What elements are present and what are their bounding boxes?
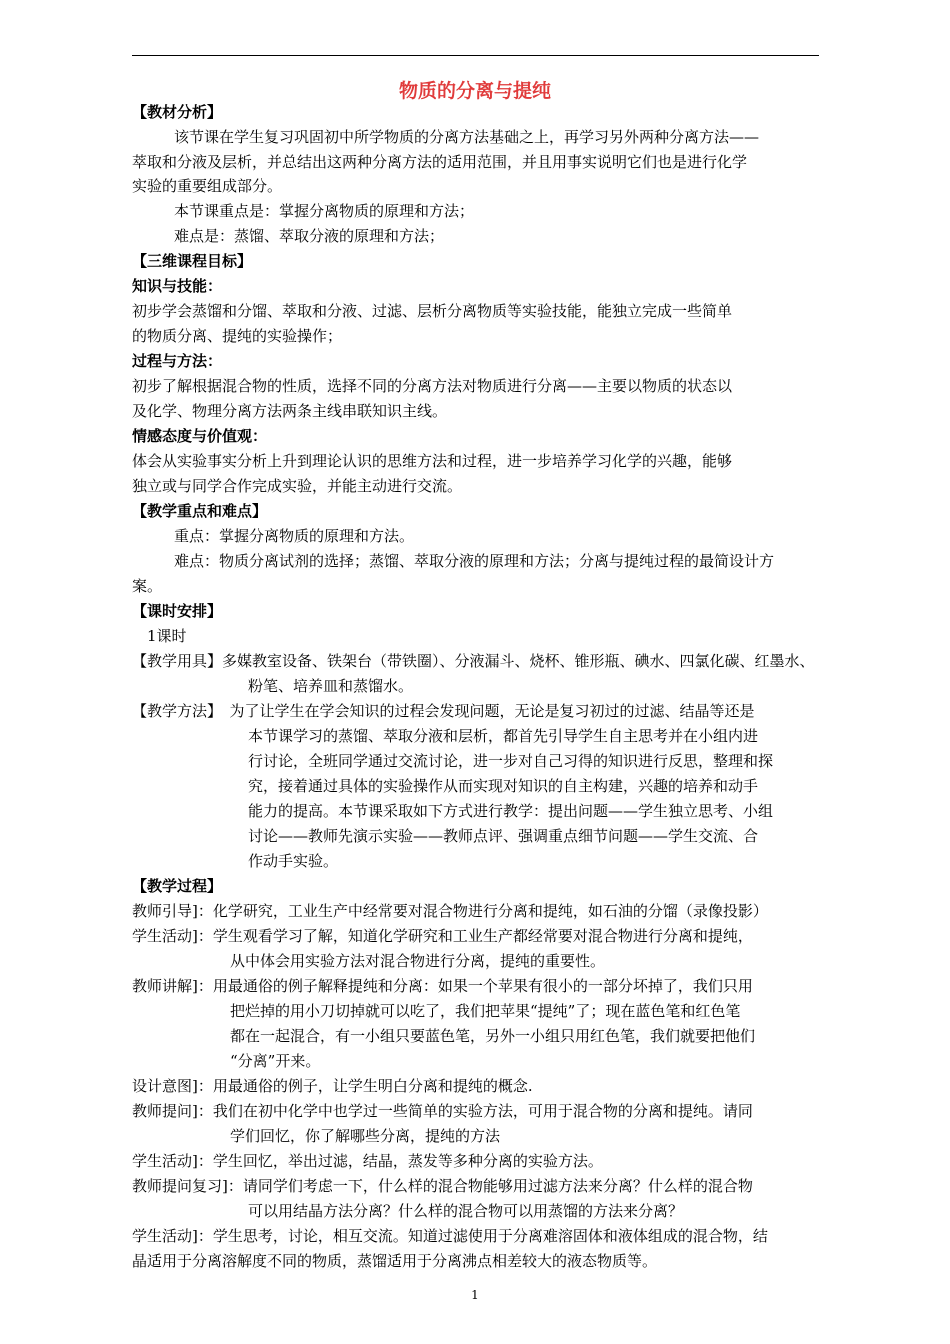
section-heading-textbook-analysis: 【教材分析】 bbox=[132, 103, 223, 121]
paragraph-line: 粉笔、培养皿和蒸馏水。 bbox=[248, 677, 414, 695]
paragraph-line: 本节课学习的蒸馏、萃取分液和层析，都首先引导学生自主思考并在小组内进 bbox=[248, 727, 759, 745]
paragraph-line: 及化学、物理分离方法两条主线串联知识主线。 bbox=[132, 402, 448, 420]
paragraph-line: 学们回忆，你了解哪些分离，提纯的方法 bbox=[230, 1127, 501, 1145]
paragraph-line: 讨论——教师先演示实验——教师点评、强调重点细节问题——学生交流、合 bbox=[248, 827, 759, 845]
paragraph-line: 把烂掉的用小刀切掉就可以吃了，我们把苹果“提纯”了；现在蓝色笔和红色笔 bbox=[230, 1002, 741, 1020]
paragraph-line: 晶适用于分离溶解度不同的物质，蒸馏适用于分离沸点相差较大的液态物质等。 bbox=[132, 1252, 658, 1270]
paragraph-line: 学生活动]：学生回忆，举出过滤，结晶，蒸发等多种分离的实验方法。 bbox=[132, 1152, 603, 1170]
paragraph-line: 该节课在学生复习巩固初中所学物质的分离方法基础之上，再学习另外两种分离方法—— bbox=[174, 128, 760, 146]
paragraph-line: 本节课重点是：掌握分离物质的原理和方法； bbox=[174, 202, 475, 220]
paragraph-line: 教师提问]：我们在初中化学中也学过一些简单的实验方法，可用于混合物的分离和提纯。请同 bbox=[132, 1102, 753, 1120]
paragraph-line: 案。 bbox=[132, 577, 163, 595]
paragraph-line: 萃取和分液及层析，并总结出这两种分离方法的适用范围，并且用事实说明它们也是进行化学 bbox=[132, 153, 748, 171]
paragraph-line: 究，接着通过具体的实验操作从而实现对知识的自主构建，兴趣的培养和动手 bbox=[248, 777, 759, 795]
header-rule bbox=[132, 55, 819, 56]
paragraph-line: 能力的提高。本节课采取如下方式进行教学：提出问题——学生独立思考、小组 bbox=[248, 802, 774, 820]
paragraph-line: 独立或与同学合作完成实验，并能主动进行交流。 bbox=[132, 477, 463, 495]
section-heading-schedule: 【课时安排】 bbox=[132, 602, 223, 620]
paragraph-line: 难点：物质分离试剂的选择；蒸馏、萃取分液的原理和方法；分离与提纯过程的最简设计方 bbox=[174, 552, 775, 570]
subheading-knowledge-skills: 知识与技能： bbox=[132, 277, 223, 295]
paragraph-line: 教师提问复习]：请同学们考虑一下，什么样的混合物能够用过滤方法来分离？什么样的混合物 bbox=[132, 1177, 753, 1195]
section-heading-key-points: 【教学重点和难点】 bbox=[132, 502, 268, 520]
paragraph-line: 难点是：蒸馏、萃取分液的原理和方法； bbox=[174, 227, 445, 245]
paragraph-line: 作动手实验。 bbox=[248, 852, 339, 870]
paragraph-line: 从中体会用实验方法对混合物进行分离，提纯的重要性。 bbox=[230, 952, 606, 970]
paragraph-line: 设计意图]：用最通俗的例子，让学生明白分离和提纯的概念. bbox=[132, 1077, 533, 1095]
section-heading-objectives: 【三维课程目标】 bbox=[132, 252, 253, 270]
paragraph-line: 1课时 bbox=[147, 627, 187, 645]
paragraph-line: 体会从实验事实分析上升到理论认识的思维方法和过程，进一步培养学习化学的兴趣，能够 bbox=[132, 452, 733, 470]
paragraph-line: 学生活动]：学生思考，讨论，相互交流。知道过滤使用于分离难溶固体和液体组成的混合物，结 bbox=[132, 1227, 768, 1245]
teaching-method-line: 【教学方法】 为了让学生在学会知识的过程会发现问题，无论是复习初过的过滤、结晶等还是 bbox=[132, 702, 755, 720]
section-heading-process: 【教学过程】 bbox=[132, 877, 223, 895]
subheading-process-method: 过程与方法： bbox=[132, 352, 223, 370]
paragraph-line: 初步学会蒸馏和分馏、萃取和分液、过滤、层析分离物质等实验技能，能独立完成一些简单 bbox=[132, 302, 733, 320]
paragraph-line: 可以用结晶方法分离？什么样的混合物可以用蒸馏的方法来分离？ bbox=[248, 1202, 684, 1220]
paragraph-line: 都在一起混合，有一小组只要蓝色笔，另外一小组只用红色笔，我们就要把他们 bbox=[230, 1027, 756, 1045]
paragraph-line: 教师引导]：化学研究，工业生产中经常要对混合物进行分离和提纯，如石油的分馏（录像投影） bbox=[132, 902, 768, 920]
subheading-attitude-values: 情感态度与价值观： bbox=[132, 427, 268, 445]
page-number: 1 bbox=[471, 1288, 479, 1302]
paragraph-line: 实验的重要组成部分。 bbox=[132, 177, 283, 195]
paragraph-line: 的物质分离、提纯的实验操作； bbox=[132, 327, 343, 345]
paragraph-line: 教师讲解]：用最通俗的例子解释提纯和分离：如果一个苹果有很小的一部分坏掉了，我们只用 bbox=[132, 977, 753, 995]
document-title: 物质的分离与提纯 bbox=[398, 80, 551, 102]
paragraph-line: 重点：掌握分离物质的原理和方法。 bbox=[174, 527, 415, 545]
paragraph-line: 学生活动]：学生观看学习了解，知道化学研究和工业生产都经常要对混合物进行分离和提纯， bbox=[132, 927, 753, 945]
paragraph-line: 初步了解根据混合物的性质，选择不同的分离方法对物质进行分离——主要以物质的状态以 bbox=[132, 377, 733, 395]
paragraph-line: “分离”开来。 bbox=[230, 1052, 321, 1070]
teaching-tools-line: 【教学用具】多媒教室设备、铁架台（带铁圈）、分液漏斗、烧杯、锥形瓶、碘水、四氯化碳、红墨水、 bbox=[132, 652, 815, 670]
paragraph-line: 行讨论，全班同学通过交流讨论，进一步对自己习得的知识进行反思，整理和探 bbox=[248, 752, 774, 770]
